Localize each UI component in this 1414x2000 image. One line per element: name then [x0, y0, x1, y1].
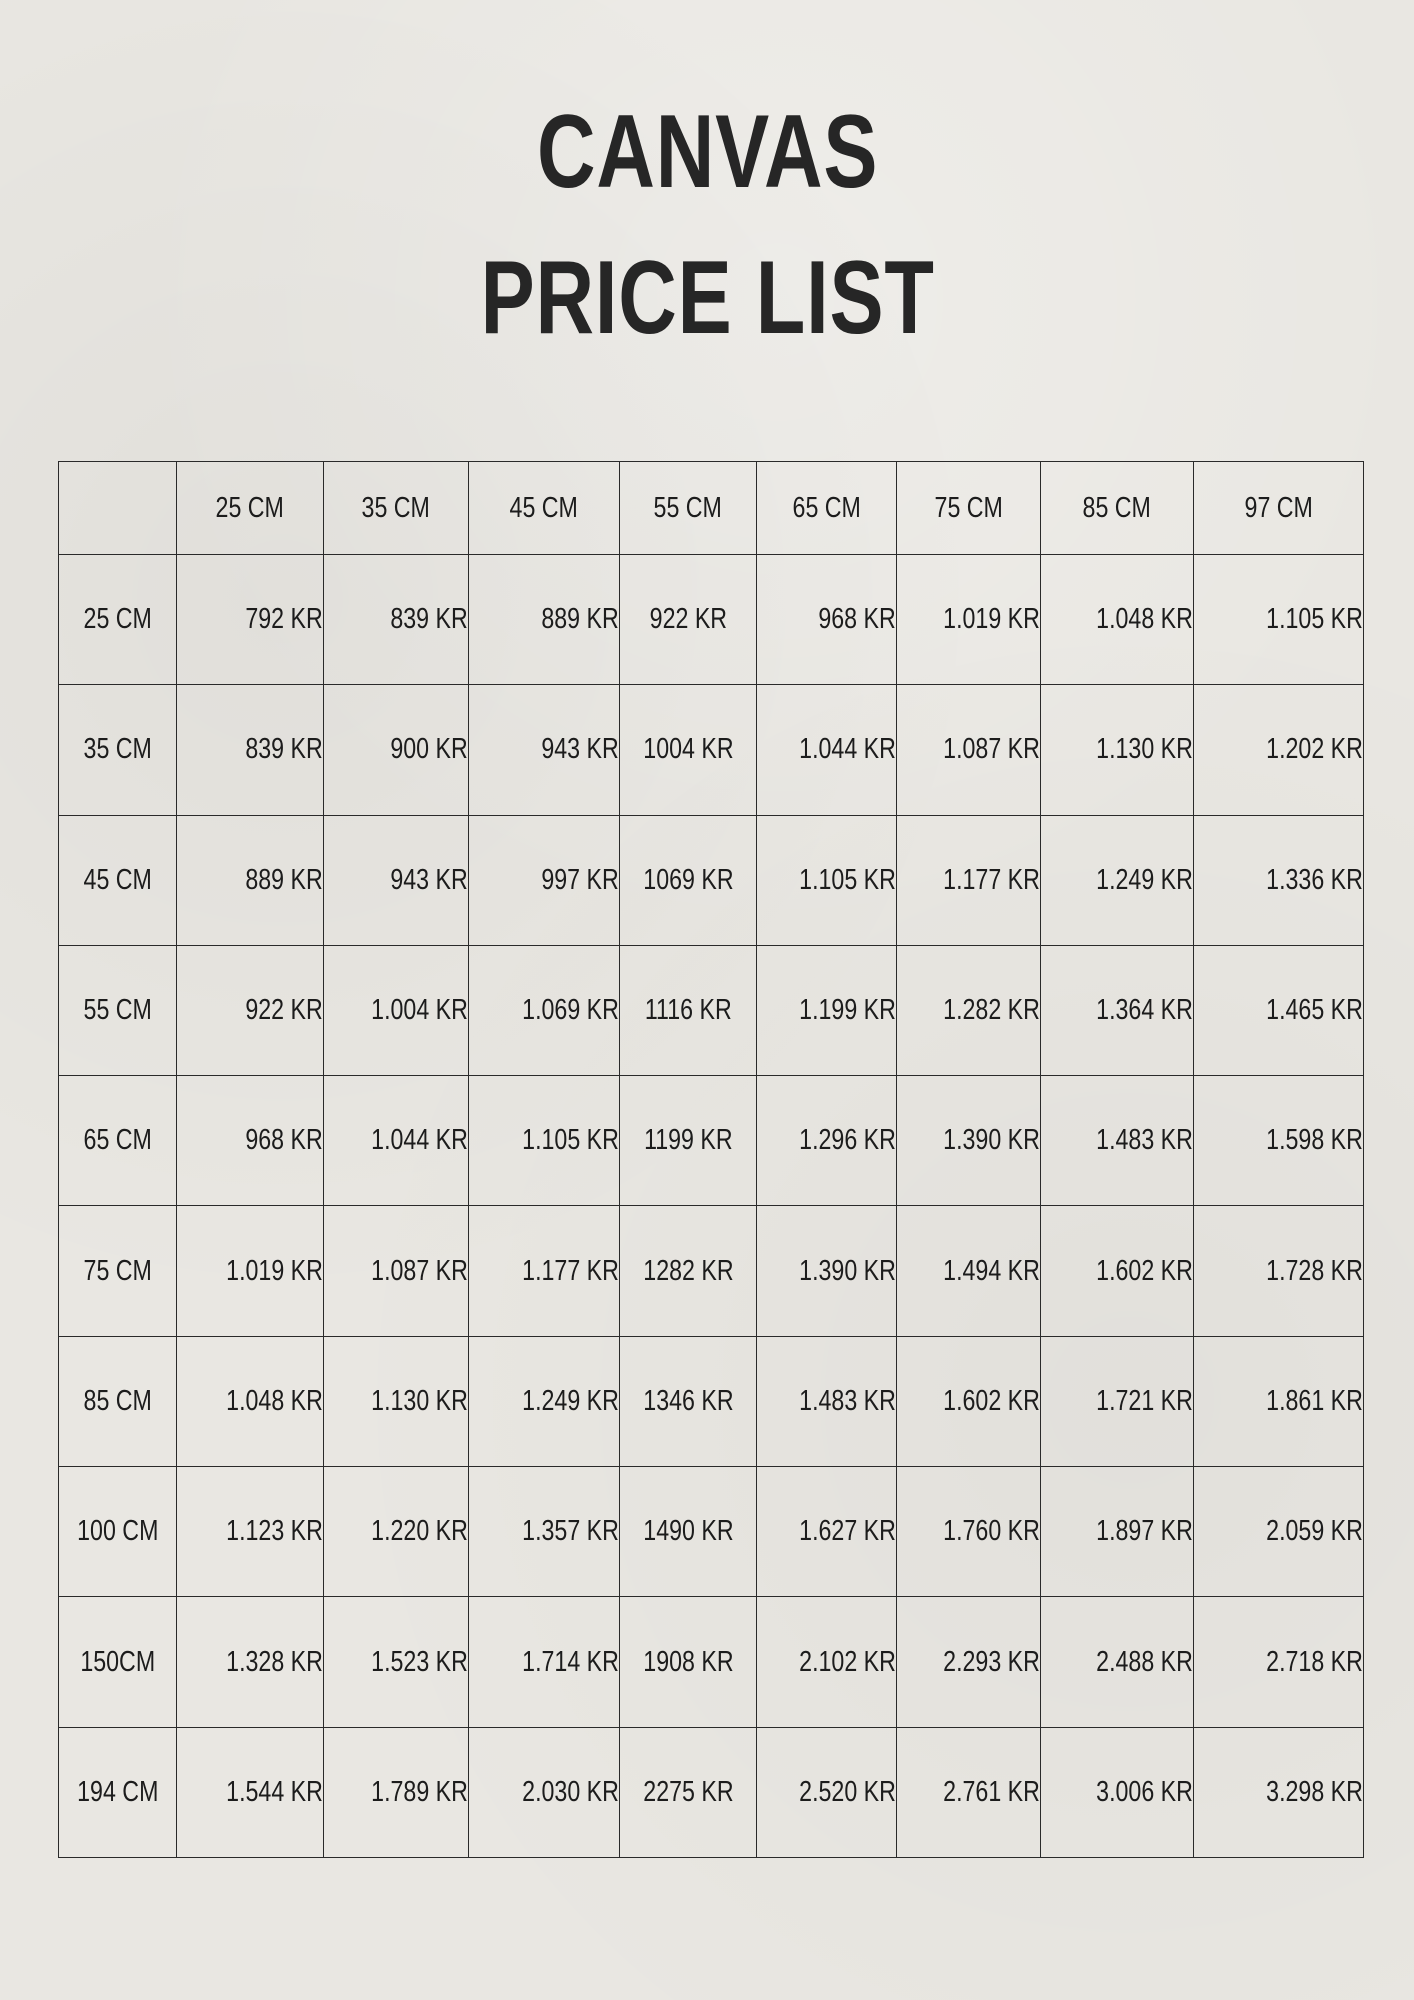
price-cell [757, 1206, 897, 1336]
row-header [59, 1336, 177, 1466]
price-cell [469, 1336, 620, 1466]
price-cell [897, 555, 1041, 685]
price-cell [324, 1206, 469, 1336]
column-header-label: 35 CM [361, 491, 431, 524]
price-cell [1194, 1727, 1364, 1857]
row-header-label: 194 CM [76, 1775, 159, 1808]
row-header [59, 1076, 177, 1206]
price-value: 1.130 KR [371, 1384, 468, 1417]
row-header-label: 150CM [80, 1645, 155, 1678]
price-cell [177, 1467, 324, 1597]
column-header [469, 462, 620, 555]
price-value: 1.602 KR [1096, 1254, 1193, 1287]
price-cell [897, 945, 1041, 1075]
row-header [59, 1727, 177, 1857]
column-header [177, 462, 324, 555]
price-cell [757, 945, 897, 1075]
price-cell [177, 945, 324, 1075]
column-header [757, 462, 897, 555]
row-header-label: 85 CM [83, 1384, 152, 1417]
price-cell [1041, 555, 1194, 685]
price-cell [757, 1467, 897, 1597]
price-value: 922 KR [649, 603, 727, 636]
price-cell [1194, 1597, 1364, 1727]
price-cell [469, 815, 620, 945]
price-value: 1.598 KR [1266, 1124, 1363, 1157]
price-value: 1.019 KR [226, 1254, 323, 1287]
price-cell [1041, 945, 1194, 1075]
column-header [324, 462, 469, 555]
column-header-label: 45 CM [509, 491, 579, 524]
price-value: 2.030 KR [522, 1775, 619, 1808]
price-value: 2.520 KR [799, 1775, 896, 1808]
price-value: 1.069 KR [522, 994, 619, 1027]
price-value: 1.199 KR [799, 994, 896, 1027]
price-cell [897, 815, 1041, 945]
price-cell [324, 1467, 469, 1597]
price-value: 968 KR [245, 1124, 323, 1157]
price-cell [469, 1206, 620, 1336]
price-cell [1041, 1206, 1194, 1336]
price-cell [324, 1597, 469, 1727]
price-value: 2275 KR [642, 1775, 734, 1808]
column-header [620, 462, 757, 555]
price-value: 1.364 KR [1096, 994, 1193, 1027]
price-value: 943 KR [390, 863, 468, 896]
header-row [59, 462, 1364, 555]
price-cell [897, 1076, 1041, 1206]
price-cell [177, 1336, 324, 1466]
row-header [59, 815, 177, 945]
price-cell [1041, 685, 1194, 815]
price-value: 1.861 KR [1266, 1384, 1363, 1417]
table-row [59, 1336, 1364, 1466]
row-header-label: 35 CM [83, 733, 152, 766]
price-value: 1.087 KR [371, 1254, 468, 1287]
table-row [59, 1467, 1364, 1597]
price-value: 1.789 KR [371, 1775, 468, 1808]
price-cell [897, 1206, 1041, 1336]
price-cell [324, 1336, 469, 1466]
price-cell [757, 685, 897, 815]
corner-cell [59, 462, 177, 555]
price-value: 1.177 KR [522, 1254, 619, 1287]
row-header [59, 1597, 177, 1727]
price-cell [324, 1727, 469, 1857]
price-value: 2.059 KR [1266, 1515, 1363, 1548]
price-value: 1.123 KR [226, 1515, 323, 1548]
price-cell [177, 1076, 324, 1206]
price-cell [620, 1467, 757, 1597]
price-value: 1.494 KR [943, 1254, 1040, 1287]
price-cell [897, 685, 1041, 815]
price-value: 1.336 KR [1266, 863, 1363, 896]
row-header-label: 100 CM [76, 1515, 159, 1548]
row-header-label: 75 CM [83, 1254, 152, 1287]
price-value: 1069 KR [642, 863, 734, 896]
price-cell [1041, 1336, 1194, 1466]
price-cell [757, 1727, 897, 1857]
price-cell [620, 555, 757, 685]
price-value: 1.328 KR [226, 1645, 323, 1678]
row-header-label: 25 CM [83, 603, 152, 636]
price-cell [324, 815, 469, 945]
table-row [59, 1206, 1364, 1336]
price-value: 889 KR [245, 863, 323, 896]
price-value: 2.718 KR [1266, 1645, 1363, 1678]
price-value: 1282 KR [642, 1254, 734, 1287]
price-cell [897, 1336, 1041, 1466]
price-cell [620, 1597, 757, 1727]
column-header-label: 65 CM [792, 491, 861, 524]
price-cell [177, 1206, 324, 1336]
row-header [59, 945, 177, 1075]
column-header-label: 25 CM [215, 491, 285, 524]
price-cell [324, 945, 469, 1075]
price-cell [469, 555, 620, 685]
price-value: 1.105 KR [799, 863, 896, 896]
price-value: 1.897 KR [1096, 1515, 1193, 1548]
price-cell [620, 1206, 757, 1336]
price-cell [469, 1597, 620, 1727]
column-header [1194, 462, 1364, 555]
price-value: 1.004 KR [371, 994, 468, 1027]
price-cell [1194, 1336, 1364, 1466]
price-value: 997 KR [541, 863, 619, 896]
price-cell [177, 815, 324, 945]
price-value: 2.761 KR [943, 1775, 1040, 1808]
price-cell [324, 555, 469, 685]
price-value: 1.177 KR [943, 863, 1040, 896]
price-cell [897, 1597, 1041, 1727]
price-value: 1908 KR [642, 1645, 734, 1678]
price-value: 839 KR [245, 733, 323, 766]
price-value: 1.105 KR [522, 1124, 619, 1157]
price-cell [757, 1336, 897, 1466]
column-header-label: 75 CM [934, 491, 1003, 524]
price-value: 2.102 KR [799, 1645, 896, 1678]
price-value: 1.044 KR [799, 733, 896, 766]
price-value: 1.282 KR [943, 994, 1040, 1027]
price-cell [1194, 815, 1364, 945]
table-row [59, 1727, 1364, 1857]
price-cell [469, 1467, 620, 1597]
table-row [59, 685, 1364, 815]
column-header-label: 85 CM [1082, 491, 1152, 524]
price-cell [757, 1597, 897, 1727]
price-cell [324, 1076, 469, 1206]
table-row [59, 1597, 1364, 1727]
price-cell [1041, 1076, 1194, 1206]
table-row [59, 945, 1364, 1075]
price-cell [1194, 685, 1364, 815]
price-cell [1041, 1467, 1194, 1597]
price-table [58, 461, 1364, 1858]
price-cell [757, 555, 897, 685]
price-cell [469, 685, 620, 815]
price-cell [1041, 1727, 1194, 1857]
row-header [59, 1206, 177, 1336]
price-cell [1194, 1467, 1364, 1597]
price-value: 792 KR [245, 603, 323, 636]
price-cell [177, 555, 324, 685]
price-cell [324, 685, 469, 815]
price-cell [1194, 555, 1364, 685]
price-value: 1.048 KR [1096, 603, 1193, 636]
price-cell [469, 1727, 620, 1857]
table-row [59, 555, 1364, 685]
price-cell [1194, 1206, 1364, 1336]
table-row [59, 1076, 1364, 1206]
price-cell [620, 815, 757, 945]
price-value: 1199 KR [643, 1124, 733, 1157]
price-cell [177, 685, 324, 815]
price-value: 2.488 KR [1096, 1645, 1193, 1678]
price-value: 1.130 KR [1096, 733, 1193, 766]
price-value: 900 KR [390, 733, 468, 766]
price-value: 968 KR [818, 603, 896, 636]
row-header-label: 55 CM [83, 994, 152, 1027]
price-value: 1004 KR [642, 733, 734, 766]
table-row [59, 815, 1364, 945]
price-value: 1.357 KR [522, 1515, 619, 1548]
price-cell [757, 815, 897, 945]
price-value: 1.483 KR [1096, 1124, 1193, 1157]
price-cell [1194, 945, 1364, 1075]
price-value: 1490 KR [642, 1515, 734, 1548]
price-cell [620, 1336, 757, 1466]
price-value: 922 KR [245, 994, 323, 1027]
price-value: 1.249 KR [1096, 863, 1193, 896]
price-value: 1.087 KR [943, 733, 1040, 766]
price-value: 1.602 KR [943, 1384, 1040, 1417]
price-cell [620, 685, 757, 815]
price-value: 1116 KR [644, 994, 732, 1027]
price-value: 1.714 KR [522, 1645, 619, 1678]
price-cell [1194, 1076, 1364, 1206]
price-value: 943 KR [541, 733, 619, 766]
price-value: 1.105 KR [1266, 603, 1363, 636]
page-title-line-2: PRICE LIST [480, 240, 935, 356]
price-value: 3.006 KR [1096, 1775, 1193, 1808]
price-value: 1.019 KR [943, 603, 1040, 636]
price-cell [620, 1727, 757, 1857]
price-value: 1.220 KR [371, 1515, 468, 1548]
column-header [1041, 462, 1194, 555]
row-header [59, 685, 177, 815]
price-cell [757, 1076, 897, 1206]
page-title-line-1: CANVAS [537, 94, 879, 210]
price-value: 1.483 KR [799, 1384, 896, 1417]
price-value: 1.044 KR [371, 1124, 468, 1157]
price-value: 1.465 KR [1266, 994, 1363, 1027]
price-value: 2.293 KR [943, 1645, 1040, 1678]
price-cell [1041, 1597, 1194, 1727]
row-header-label: 65 CM [83, 1124, 152, 1157]
price-value: 1.523 KR [371, 1645, 468, 1678]
price-value: 1.296 KR [799, 1124, 896, 1157]
row-header [59, 555, 177, 685]
column-header [897, 462, 1041, 555]
price-cell [177, 1597, 324, 1727]
price-cell [469, 945, 620, 1075]
price-cell [620, 945, 757, 1075]
price-value: 1.544 KR [226, 1775, 323, 1808]
price-cell [620, 1076, 757, 1206]
column-header-label: 97 CM [1244, 491, 1313, 524]
price-value: 1.627 KR [799, 1515, 896, 1548]
price-value: 1.249 KR [522, 1384, 619, 1417]
price-value: 1.728 KR [1266, 1254, 1363, 1287]
price-value: 1.390 KR [943, 1124, 1040, 1157]
row-header-label: 45 CM [83, 863, 152, 896]
price-value: 839 KR [390, 603, 468, 636]
price-value: 3.298 KR [1266, 1775, 1363, 1808]
price-value: 1.202 KR [1266, 733, 1363, 766]
price-cell [1041, 815, 1194, 945]
price-value: 1.721 KR [1096, 1384, 1193, 1417]
price-cell [469, 1076, 620, 1206]
price-value: 1.048 KR [226, 1384, 323, 1417]
price-value: 889 KR [541, 603, 619, 636]
column-header-label: 55 CM [653, 491, 723, 524]
price-cell [897, 1467, 1041, 1597]
row-header [59, 1467, 177, 1597]
price-cell [897, 1727, 1041, 1857]
price-cell [177, 1727, 324, 1857]
price-value: 1346 KR [642, 1384, 734, 1417]
price-value: 1.760 KR [943, 1515, 1040, 1548]
price-value: 1.390 KR [799, 1254, 896, 1287]
